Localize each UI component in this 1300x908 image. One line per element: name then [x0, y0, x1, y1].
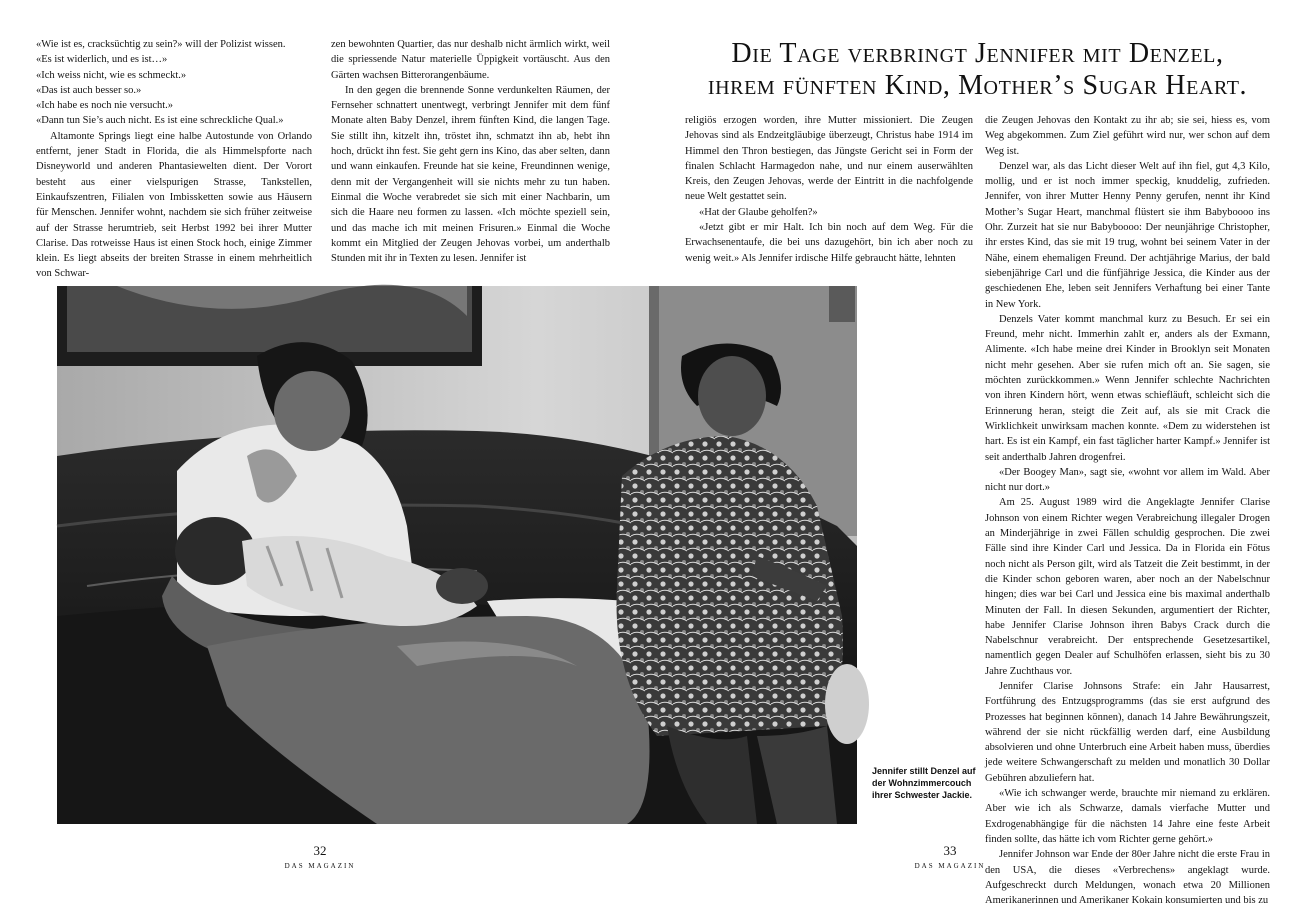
- body-paragraph: Jennifer Clarise Johnsons Strafe: ein Jahr Hausarrest, Fortführung des Entzugsprogramms (das sie erst aufgrund des Prozesses hat beginnen können), danach 14 Jahre Bewährungszeit, während der sie nicht rückfällig werden darf, eine Ausbildung absolvieren und ohne Unterbruch eine Arbeit haben muss, überdies jede weitere Schwangerschaft zu melden und monatlich 30 Dollar Gebühren abzuliefern hat.: [985, 680, 1270, 784]
- body-paragraph: «Wie ich schwanger werde, brauchte mir niemand zu erklären. Aber wie ich als Schwarze, damals vierfache Mutter und Exdrogenabhängige für die nächsten 14 Jahre eine feste Arbeit finden sollte, das hätte ich vom Richter gerne gehört.»: [985, 788, 1270, 845]
- photo-mother-nursing-baby: [57, 286, 857, 824]
- page-number-left: 32: [313, 843, 327, 858]
- dialogue-line: «Das ist auch besser so.»: [36, 84, 142, 96]
- baby-leg: [436, 568, 488, 604]
- photo-caption: Jennifer stillt Denzel auf der Wohnzimmercouch ihrer Schwester Jackie.: [872, 766, 976, 800]
- body-paragraph: religiös erzogen worden, ihre Mutter missioniert. Die Zeugen Jehovas sind als Endzeitgläubige überzeugt, Christus habe 1914 im Himmel den Thron bestiegen, das Jüngste Gericht sei in Form der finalen Schlacht Harmagedon nahe, und nur einem auserwählten Kreis, den Zeugen Jehovas, werde der Eintritt in die nachfolgende neue Welt gestattet sein.: [685, 115, 973, 203]
- dialogue-line: «Wie ist es, cracksüchtig zu sein?» will der Polizist wissen.: [36, 39, 286, 50]
- headline-line-1: Die Tage verbringt Jennifer mit Denzel,: [731, 38, 1224, 69]
- body-paragraph: «Jetzt gibt er mir Halt. Ich bin noch auf dem Weg. Für die Erwachsenentaufe, die bei uns dazugehört, bin ich aber noch zu wenig weit.» Als Jennifer irdische Hilfe gebraucht hätte, lehnten: [685, 222, 973, 264]
- magazine-name-left: DAS MAGAZIN: [284, 862, 356, 870]
- ball-in-corner: [825, 664, 869, 744]
- door-frame-picture: [829, 286, 855, 322]
- dialogue-line: «Hat der Glaube geholfen?»: [699, 206, 818, 218]
- body-paragraph: In den gegen die brennende Sonne verdunkelten Räumen, der Fernseher schnattert unentwegt, verbringt Jennifer mit dem fünf Monate alten Baby Denzel, ihrem fünften Kind, die langen Tage. Sie stillt ihn, kitzelt ihn, tröstet ihn, schmatzt ihn ab, hebt ihn hoch, drückt ihn fest. Sie geht gern ins Kino, das aber selten, dann und wann einkaufen. Freunde hat sie keine, Freundinnen wenige, denn mit der Vergangenheit will sie nichts mehr zu tun haben. Einmal die Woche verabredet sie sich mit einer Nachbarin, um sich die Haare neu formen zu lassen. «Ich möchte speziell sein, und das mache ich mit meinen Frisuren.» Einmal die Woche kommt ein Mitglied der Zeugen Jehovas vorbei, um anderthalb Stunden mit ihr in Texten zu lesen. Jennifer ist: [331, 84, 610, 265]
- text-column-1: [36, 37, 312, 280]
- body-paragraph: Am 25. August 1989 wird die Angeklagte Jennifer Clarise Johnson von einem Richter wegen Verabreichung illegaler Drogen an Minderjährige in zwei Fällen schuldig gesprochen. Die zwei Fälle sind ihre Kinder Carl und Jessica. Da in Florida ein Fötus noch nicht als Person gilt, wird als Tatzeit die Zeit bestimmt, in der die Kinder schon geboren waren, aber noch an der Nabelschnur hingen; dies war bei Carl und Jessica eine bis maximal anderthalb Minuten der Fall. In diesen Sekunden, argumentiert der Richter, habe Jennifer Clarise Johnson ihren Babys Crack durch die Nabelschnur verabreicht. Der entsprechende Gesetzesartikel, namentlich gegen Dealer auf Schulhöfen erlassen, sieht bis zu 30 Jahre Zuchthaus vor.: [985, 497, 1270, 677]
- mother-face: [274, 371, 350, 451]
- text-column-3: [685, 113, 973, 264]
- headline-line-2: ihrem fünften Kind, Mother’s Sugar Heart.: [707, 70, 1248, 101]
- sister-face: [698, 356, 766, 436]
- article-headline: [680, 38, 1275, 102]
- body-paragraph: die Zeugen Jehovas den Kontakt zu ihr ab; sie sei, hiess es, vom Weg abgekommen. Zum Ziel geführt wird nur, wer schon auf dem Weg ist.: [985, 115, 1270, 157]
- body-paragraph: Jennifer Johnson war Ende der 80er Jahre nicht die erste Frau in den USA, die dieses «Verbrechens» angeklagt wurde. Aufgeschreckt durch Meldungen, wonach etwa 20 Millionen Amerikanerinnen und Amerikaner Kokain konsumierten und bis zu: [985, 849, 1270, 907]
- text-column-4: [985, 113, 1270, 907]
- body-paragraph: zen bewohnten Quartier, das nur deshalb nicht ärmlich wirkt, weil die spriessende Natur materielle Üppigkeit vortäuscht. Aus den Gärten wachsen Bitterorangenbäume.: [331, 39, 610, 81]
- dialogue-line: «Ich weiss nicht, wie es schmeckt.»: [36, 69, 187, 81]
- body-paragraph: «Der Boogey Man», sagt sie, «wohnt vor allem im Wald. Aber nicht nur dort.»: [985, 466, 1270, 494]
- body-paragraph: Altamonte Springs liegt eine halbe Autostunde von Orlando entfernt, jener Stadt in Florida, die als Himmelspforte nach Disneyworld und anderen Phantasiewelten dient. Der Vorort besteht aus einer vielspurigen Strasse, Tankstellen, Einkaufszentren, Filialen von Imbissketten sowie aus Häusern für Menschen. Jennifer wohnt, nachdem sie sich früher zeitweise auf der Strasse herumtrieb, seit Herbst 1992 bei ihrer Mutter Clarise. Das rotweisse Haus ist einen Stock hoch, einige Zimmer klein. Es liegt abseits der breiten Strasse in einem mehrheitlich von Schwar-: [36, 130, 312, 280]
- magazine-name-right: DAS MAGAZIN: [914, 862, 986, 870]
- page-number-right: 33: [943, 843, 957, 858]
- dialogue-line: «Ich habe es noch nie versucht.»: [36, 100, 174, 112]
- text-column-2: [331, 37, 610, 265]
- dialogue-line: «Dann tun Sie’s auch nicht. Es ist eine schreckliche Qual.»: [36, 115, 284, 127]
- dialogue-line: «Es ist widerlich, und es ist…»: [36, 54, 168, 66]
- body-paragraph: Denzels Vater kommt manchmal kurz zu Besuch. Er sei ein Freund, mehr nicht. Immerhin zahlt er, anders als der Exmann, Alimente. «Ich habe meine drei Kinder in Brooklyn seit Monaten nicht mehr gesehen. Aber sie rufen mich oft an. Sie sagen, sie möchten zurückkommen.» Wenn Jennifer schlechte Nachrichten von ihren Kindern hört, wenn etwas schiefläuft, schleicht sich die Erinnerung heran, steigt die Zeit auf, als sie mit Crack die Wirklichkeit unwirksam machen konnte. «Dem zu widerstehen ist hart. Es ist ein Kampf, ein fast täglicher harter Kampf.» Jennifer ist seit anderthalb Jahren drogenfrei.: [985, 313, 1270, 463]
- body-paragraph: Denzel war, als das Licht dieser Welt auf ihn fiel, gut 4,3 Kilo, mollig, und er ist noch immer speckig, knuddelig, zufrieden. Jennifer, von ihrer Mutter Henny Penny gerufen, nennt ihr Kind Mother’s Sugar Heart, manchmal flüstert sie ihm Babyboooo ins Ohr. Zurzeit hat sie nur Babyboooo: Der neunjährige Christopher, ihr erstes Kind, das sie mit 19 trug, wohnt bei seinem Vater in der Nähe, einem ehemaligen Freund. Der achtjährige Marius, der bald siebenjährige Carl und die fünfjährige Jessica, die Kinder aus der geschiedenen Ehe, leben seit Jennifers Verhaftung bei einer Tante in New York.: [985, 160, 1270, 310]
- baby-head: [175, 517, 255, 585]
